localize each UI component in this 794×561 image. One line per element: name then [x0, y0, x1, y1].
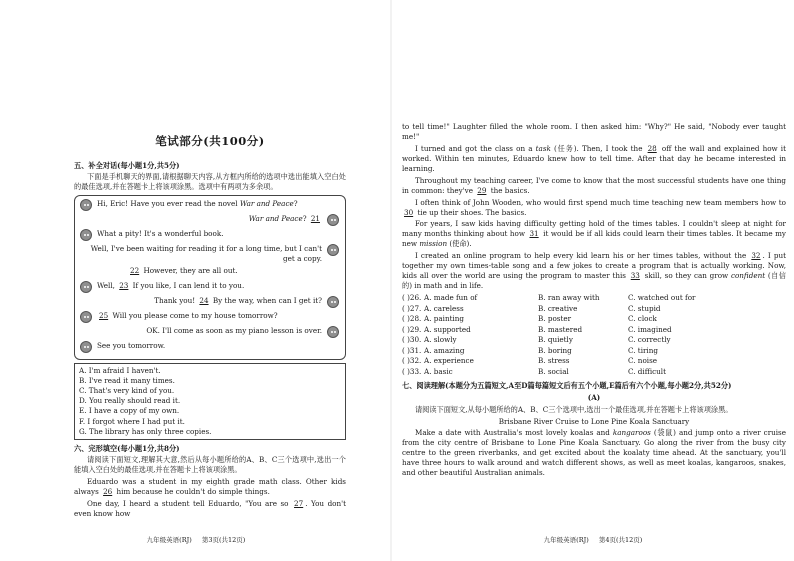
- avatar-icon: [80, 281, 92, 293]
- blank-23: 23: [119, 280, 129, 290]
- footer-page: 第4页(共12页): [598, 536, 643, 545]
- question-number: ( )31.: [402, 345, 422, 355]
- choice-c: C. clock: [628, 314, 657, 324]
- blank-27: 27: [294, 498, 304, 508]
- options-box: [74, 363, 346, 441]
- chat-message: OK. I'll come as soon as my piano lesson is over.: [80, 326, 339, 339]
- cloze-paragraph-4: I turned and got the class on a task (任务). Then, I took the 28 off the wall and explained how it worked. Within ten minutes, Eduardo knew how to tell time. After that day he became interested in learning.: [402, 143, 786, 173]
- section-5-instruction: 下面是手机聊天的界面,请根据聊天内容,从方框内所给的选项中选出能填入空白处的最佳选项,并在答题卡上将该项涂黑。选项中有两项为多余项。: [74, 171, 346, 191]
- choice-a: A. amazing: [424, 345, 465, 355]
- section-7-heading: 七、阅读理解(本题分为五篇短文,A至D篇每篇短文后有五个小题,E篇后有六个小题,每小题2分,共52分): [402, 380, 732, 390]
- choice-a: A. supported: [424, 324, 471, 334]
- blank-25: 25: [99, 310, 109, 320]
- chat-message: 25 Will you please come to my house tomorrow?: [80, 311, 339, 324]
- cloze-paragraph-5: Throughout my teaching career, I've come to know that the most successful students have one thing in common: they've 29 the basics.: [402, 175, 786, 195]
- question-number: ( )30.: [402, 335, 422, 345]
- passage-label: (A): [587, 392, 601, 402]
- question-number: ( )26.: [402, 293, 422, 302]
- section-5-heading: 五、补全对话(每小题1分,共5分): [74, 160, 180, 170]
- question-number: ( )29.: [402, 324, 422, 334]
- page-right: [392, 0, 794, 561]
- reading-passage-a: Make a date with Australia's most lovely koalas and kangaroos (袋鼠) and jump onto a river cruise from the city centre of Brisbane to Lone Pine Koala Sanctuary. Go along the river from the busy city centre to the green riverbanks, and get excited about the koalaty time ahead. At the sanctuary, you'll have three hours to walk around and watch different shows, as well as meet koalas, kangaroos, snakes, and other beautiful Australian animals.: [402, 428, 786, 478]
- avatar-icon: [80, 311, 92, 323]
- question-row: [402, 356, 786, 367]
- option-c: C. That's very kind of you.: [79, 385, 175, 395]
- blank-32: 32: [751, 251, 761, 261]
- chat-message: Well, I've been waiting for reading it for a long time, but I can't get a copy.: [80, 244, 339, 264]
- chat-message: 22 However, they are all out.: [130, 265, 238, 275]
- chat-window: [74, 195, 346, 360]
- cloze-paragraph-1: Eduardo was a student in my eighth grade math class. Other kids always 26 him because he couldn't do simple things.: [74, 476, 346, 496]
- question-row: [402, 325, 786, 336]
- blank-24: 24: [199, 295, 209, 305]
- option-f: F. I forgot where I had put it.: [79, 416, 185, 426]
- choice-c: C. watched out for: [628, 293, 696, 302]
- section-7-instruction: 请阅读下面短文,从每小题所给的A、B、C三个选项中,选出一个最佳选项,并在答题卡上将该项涂黑。: [414, 404, 733, 414]
- choice-c: C. tiring: [628, 345, 658, 355]
- option-a: A. I'm afraid I haven't.: [79, 365, 161, 375]
- cloze-paragraph-7: For years, I saw kids having difficulty getting hold of the times tables. I couldn't sleep at night for many months thinking about how 31 it would be if all kids could learn their times tables. It became my new mission (使命).: [402, 219, 786, 249]
- cloze-paragraph-6: I often think of John Wooden, who would first spend much time teaching new team members how to 30 tie up their shoes. The basics.: [404, 197, 786, 217]
- question-row: [402, 367, 786, 378]
- footer-subject: 九年级英语(RJ): [543, 536, 589, 545]
- choice-b: B. quietly: [538, 335, 573, 345]
- choice-b: B. mastered: [538, 324, 583, 334]
- option-e: E. I have a copy of my own.: [79, 406, 180, 416]
- footer-page: 第3页(共12页): [201, 536, 246, 545]
- blank-29: 29: [477, 185, 487, 195]
- choice-c: C. difficult: [628, 367, 666, 377]
- question-number: ( )27.: [402, 303, 422, 313]
- choice-c: C. noise: [628, 356, 658, 366]
- question-row: [402, 304, 786, 315]
- blank-22: 22: [130, 265, 140, 275]
- blank-33: 33: [630, 271, 640, 281]
- footer-subject: 九年级英语(RJ): [146, 536, 192, 545]
- blank-30: 30: [404, 207, 414, 217]
- question-number: ( )28.: [402, 314, 422, 324]
- chat-message: Well, 23 If you like, I can lend it to you.: [80, 281, 339, 294]
- cloze-paragraph-8: I created an online program to help every kid learn his or her times tables, without the 32 . I put together my own times-table song and a few jokes to create a program that is actually working. Now, kids all over the world are using the program to master this 33 skill, so they can grow confident (自信的) in math and in life.: [402, 251, 787, 291]
- choice-a: A. basic: [424, 367, 453, 377]
- choice-a: A. experience: [424, 356, 474, 366]
- option-b: B. I've read it many times.: [79, 375, 175, 385]
- avatar-icon: [80, 229, 92, 241]
- page-title: 笔试部分(共100分): [155, 134, 265, 148]
- avatar-icon: [80, 341, 92, 353]
- choice-c: C. imagined: [628, 324, 672, 334]
- page-footer-right: [392, 536, 794, 545]
- option-g: G. The library has only three copies.: [79, 426, 212, 436]
- chat-message: See you tomorrow.: [80, 341, 339, 354]
- choice-a: A. careless: [424, 303, 464, 313]
- cloze-paragraph-2: One day, I heard a student tell Eduardo, "You are so 27 . You don't even know how: [74, 498, 346, 518]
- chat-message: Thank you! 24 By the way, when can I get it?: [80, 296, 339, 309]
- avatar-icon: [327, 296, 339, 308]
- choice-b: B. stress: [538, 356, 570, 366]
- section-6-heading: 六、完形填空(每小题1分,共8分): [74, 444, 180, 454]
- choice-b: B. ran away with: [538, 293, 600, 302]
- choice-b: B. social: [538, 367, 569, 377]
- blank-31: 31: [529, 229, 539, 239]
- choice-c: C. stupid: [628, 303, 661, 313]
- avatar-icon: [80, 199, 92, 211]
- cloze-paragraph-3: to tell time!" Laughter filled the whole room. I then asked him: "Why?" He said, "Nobody ever taught me!": [402, 122, 786, 141]
- cloze-options-table: [402, 293, 786, 378]
- chat-message: Hi, Eric! Have you ever read the novel War and Peace?: [80, 199, 339, 212]
- choice-a: A. painting: [424, 314, 464, 324]
- question-row: [402, 314, 786, 325]
- section-6-instruction: 请阅读下面短文,理解其大意,然后从每小题所给的A、B、C三个选项中,选出一个能填入空白处的最佳选项,并在答题卡上将该项涂黑。: [74, 455, 346, 474]
- chat-message: War and Peace? 21: [80, 214, 339, 227]
- blank-26: 26: [103, 486, 113, 496]
- passage-title: Brisbane River Cruise to Lone Pine Koala Sanctuary: [498, 417, 690, 427]
- choice-c: C. correctly: [628, 335, 671, 345]
- question-row: [402, 293, 786, 304]
- blank-28: 28: [647, 143, 657, 153]
- chat-message: What a pity! It's a wonderful book.: [80, 229, 339, 242]
- choice-b: B. creative: [538, 303, 578, 313]
- question-number: ( )32.: [402, 356, 422, 366]
- option-d: D. You really should read it.: [79, 396, 181, 406]
- avatar-icon: [327, 326, 339, 338]
- question-number: ( )33.: [402, 367, 422, 377]
- avatar-icon: [327, 244, 339, 256]
- choice-a: A. slowly: [424, 335, 457, 345]
- question-row: [402, 335, 786, 346]
- choice-a: A. made fun of: [424, 293, 478, 302]
- avatar-icon: [327, 214, 339, 226]
- choice-b: B. boring: [538, 345, 572, 355]
- page-footer-left: [0, 536, 392, 545]
- question-row: [402, 346, 786, 357]
- page-left: [0, 0, 392, 561]
- blank-21: 21: [310, 213, 320, 223]
- choice-b: B. poster: [538, 314, 572, 324]
